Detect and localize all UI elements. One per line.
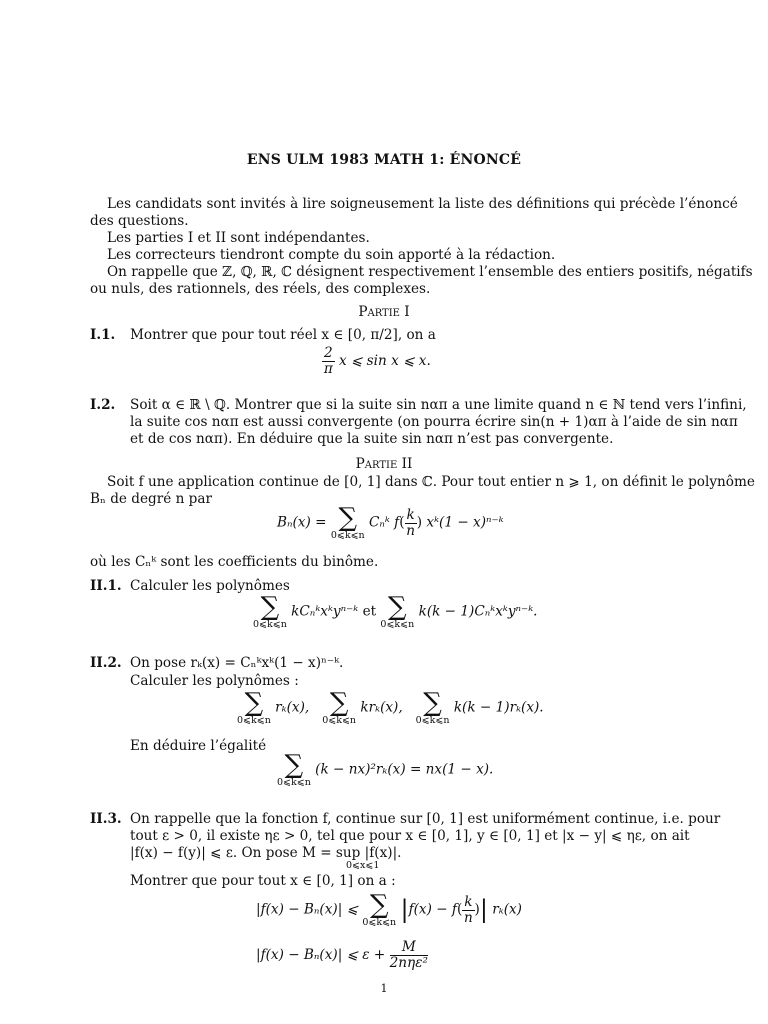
page-title: ENS ULM 1983 MATH 1: ÉNONCÉ	[246, 152, 522, 168]
part2-intro-line-1: Soit f une application continue de [0, 1] dans ℂ. Pour tout entier n ⩾ 1, on définit le polynôme	[107, 474, 755, 490]
q-I1-label: I.1.	[90, 327, 116, 343]
q-II3-ineq1-lhs: |f(x) − Bₙ(x)| ⩽	[256, 901, 358, 918]
q-II2-line-2: Calculer les polynômes :	[130, 673, 299, 689]
q-II1-sum-2-limits: 0⩽k⩽n	[380, 619, 415, 630]
intro-line-6: ou nuls, des rationnels, des réels, des complexes.	[90, 281, 431, 297]
bn-sum-limits: 0⩽k⩽n	[330, 530, 365, 541]
q-II3-line-4: Montrer que pour tout x ∈ [0, 1] on a :	[130, 873, 396, 889]
q-II3-sup-limits: 0⩽x⩽1	[346, 860, 380, 871]
q-I2-label: I.2.	[90, 397, 116, 413]
part2-heading: Partie II	[355, 456, 413, 472]
q-II3-ineq1-pre: f(x) − f	[408, 901, 457, 918]
q-II1-sum-1	[253, 594, 287, 630]
q-II2-sum-1	[237, 690, 271, 726]
q-I2-line-2: la suite cos nαπ est aussi convergente (on pourra écrire sin(n + 1)απ à l’aide de sin nαπ	[130, 414, 738, 430]
q-II2-sum-3-limits: 0⩽k⩽n	[415, 715, 450, 726]
sigma-symbol: ∑	[329, 688, 349, 718]
q-II1-label: II.1.	[90, 578, 122, 594]
intro-line-3: Les parties I et II sont indépendantes.	[107, 230, 370, 246]
bn-term-pre: Cₙᵏ f	[368, 514, 400, 531]
q-II2-sum-3	[416, 690, 450, 726]
q-II2-t1: rₖ(x),	[275, 699, 310, 716]
intro-line-1: Les candidats sont invités à lire soigneusement la liste des définitions qui précède l’énoncé	[107, 196, 738, 212]
q-II3-label: II.3.	[90, 811, 122, 827]
intro-line-4: Les correcteurs tiendront compte du soin apporté à la rédaction.	[107, 247, 556, 263]
part2-intro-line-2: Bₙ de degré n par	[90, 491, 212, 507]
q-II3-ineq2-num: M	[390, 940, 428, 956]
q-II1-formula	[253, 594, 537, 630]
binome-line: où les Cₙᵏ sont les coefficients du binôme.	[90, 554, 379, 570]
q-II1-sum-1-limits: 0⩽k⩽n	[253, 619, 287, 630]
sigma-symbol: ∑	[369, 890, 389, 920]
q-I1-frac-den: π	[323, 361, 333, 377]
q-II2-line-1: On pose rₖ(x) = Cₙᵏxᵏ(1 − x)ⁿ⁻ᵏ.	[130, 655, 344, 671]
sigma-symbol: ∑	[284, 750, 304, 780]
q-II3-ineq1-sum-limits: 0⩽k⩽n	[362, 917, 397, 928]
page-number: 1	[380, 982, 388, 995]
q-II2-equality	[277, 752, 493, 788]
q-II3-ineq1-num: k	[464, 893, 473, 910]
sigma-symbol: ∑	[423, 688, 442, 718]
sigma-symbol: ∑	[260, 592, 280, 622]
sigma-symbol: ∑	[388, 592, 407, 622]
q-I2-line-3: et de cos nαπ). En déduire que la suite sin nαπ n’est pas convergente.	[130, 431, 614, 447]
q-II3-inequality-1: |f(x) − Bₙ(x)| ⩽ ∑ 0⩽k⩽n |f(x) − f( $\frac{k}{n}$ )| rₖ(x)	[256, 890, 522, 928]
q-II3-ineq2-lhs: |f(x) − Bₙ(x)| ⩽ ε +	[256, 947, 386, 963]
q-II3-ineq1-post: rₖ(x)	[492, 901, 522, 918]
intro-line-2: des questions.	[90, 213, 189, 229]
q-II2-t3: k(k − 1)rₖ(x).	[453, 699, 544, 716]
bn-definition: Bₙ(x) = ∑ 0⩽k⩽n Cₙᵏ f( $\frac{k}{n}$ ) xᵏ(1 − x)ⁿ⁻ᵏ	[277, 503, 504, 541]
bn-sum	[331, 505, 365, 541]
q-II3-inequality-2	[256, 940, 428, 971]
q-II1-text: Calculer les polynômes	[130, 578, 290, 594]
q-II2-sum-1-limits: 0⩽k⩽n	[237, 715, 271, 726]
sigma-symbol: ∑	[338, 503, 358, 533]
bn-frac-num: k	[406, 506, 415, 523]
q-II2-formula	[237, 690, 544, 726]
q-II3-line-2: tout ε > 0, il existe ηε > 0, tel que pour x ∈ [0, 1], y ∈ [0, 1] et |x − y| ⩽ ηε, on ait	[130, 828, 690, 844]
q-II3-ineq1-den: n	[464, 909, 473, 926]
q-II2-eq-sum	[277, 752, 311, 788]
bn-term-post: xᵏ(1 − x)ⁿ⁻ᵏ	[426, 514, 504, 531]
q-II1-sum-2	[380, 594, 414, 630]
q-II2-sum-2-limits: 0⩽k⩽n	[322, 715, 357, 726]
q-I1-frac-num: 2	[324, 345, 333, 361]
q-II2-eq-sum-limits: 0⩽k⩽n	[277, 777, 311, 788]
q-II3-ineq2-den: 2nηε²	[389, 955, 428, 971]
q-II2-eq: (k − nx)²rₖ(x) = nx(1 − x).	[315, 761, 494, 778]
q-I2-line-1: Soit α ∈ ℝ \ ℚ. Montrer que si la suite sin nαπ a une limite quand n ∈ ℕ tend vers l’infini,	[130, 397, 747, 413]
part1-heading: Partie I	[358, 304, 410, 320]
q-I1-text: Montrer que pour tout réel x ∈ [0, π/2], on a	[130, 327, 436, 343]
q-II1-et: et	[362, 603, 377, 620]
q-II3-line-3: |f(x) − f(y)| ⩽ ε. On pose M = sup |f(x)|.	[130, 845, 402, 861]
q-II1-term-2: k(k − 1)Cₙᵏxᵏyⁿ⁻ᵏ.	[418, 603, 538, 620]
q-II2-line-3: En déduire l’égalité	[130, 738, 267, 754]
bn-frac-den: n	[406, 522, 416, 539]
q-II2-label: II.2.	[90, 655, 122, 671]
sigma-symbol: ∑	[244, 688, 264, 718]
q-II1-term-1: kCₙᵏxᵏyⁿ⁻ᵏ	[291, 603, 359, 620]
q-II3-ineq1-sum	[362, 892, 396, 928]
q-II2-sum-2	[322, 690, 356, 726]
q-I1-formula-rest: x ⩽ sin x ⩽ x.	[338, 353, 431, 369]
intro-line-5: On rappelle que ℤ, ℚ, ℝ, ℂ désignent respectivement l’ensemble des entiers positifs, négatifs	[107, 264, 753, 280]
bn-lhs: Bₙ(x) =	[277, 514, 327, 531]
q-I1-formula	[322, 346, 431, 377]
q-II3-line-1: On rappelle que la fonction f, continue sur [0, 1] est uniformément continue, i.e. pour	[130, 811, 721, 827]
q-II2-t2: krₖ(x),	[360, 699, 403, 716]
